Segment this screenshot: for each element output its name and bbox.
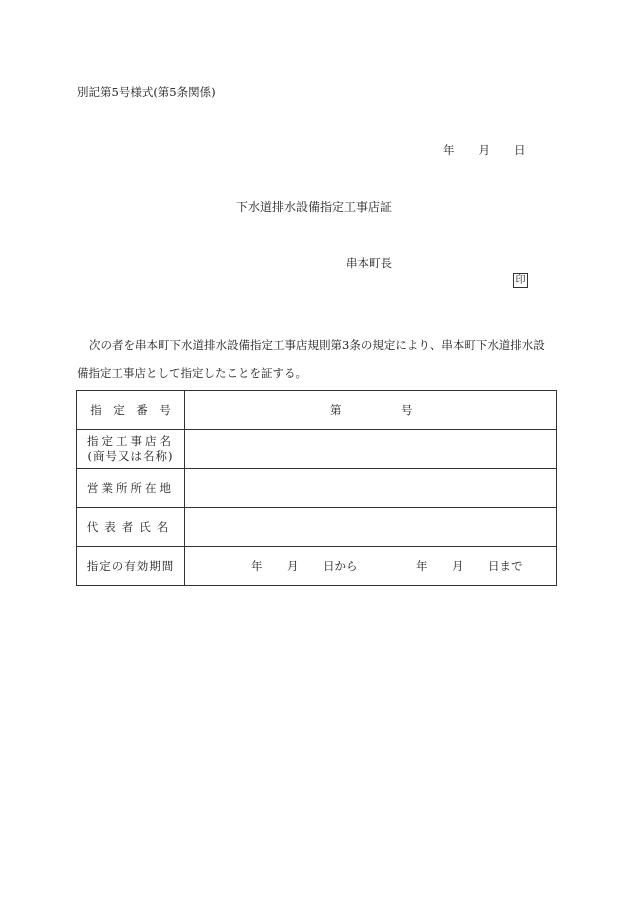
date-day: 日 [514,143,526,157]
date-year: 年 [443,143,455,157]
issue-date [443,142,526,158]
number-prefix: 第 [330,403,342,417]
number-suffix: 号 [401,403,413,417]
table-row [77,430,557,469]
table-row [77,547,557,586]
statement-line-2: 備指定工事店として指定したことを証する。 [77,366,307,380]
to-year: 年 [416,559,428,573]
table-row [77,391,557,430]
statement-line-1: 次の者を串本町下水道排水設備指定工事店規則第3条の規定により、串本町下水道排水設 [89,338,545,352]
label-representative: 代表者氏名 [77,508,185,547]
from-month: 月 [287,559,299,573]
validity-period-field [185,547,557,586]
date-month: 月 [478,143,490,157]
issuer-name: 串本町長 [346,256,392,270]
table-row [77,508,557,547]
document-title: 下水道排水設備指定工事店証 [236,200,393,214]
to-day: 日まで [488,559,523,573]
label-validity-period: 指定の有効期間 [77,547,185,586]
label-designation-number: 指 定 番 号 [77,391,185,430]
representative-field [185,508,557,547]
contractor-name-field [185,430,557,469]
label-contractor-name-line1: 指定工事店名 [87,434,174,448]
form-number: 別記第5号様式(第5条関係) [77,85,216,99]
from-year: 年 [251,559,263,573]
label-contractor-name [77,430,185,469]
label-contractor-name-line2: (商号又は名称) [87,449,174,463]
to-month: 月 [452,559,464,573]
from-day: 日から [323,559,358,573]
designation-number-field [185,391,557,430]
certificate-table [76,390,557,586]
label-office-address: 営業所所在地 [77,469,185,508]
seal-mark: 印 [513,273,528,288]
certification-statement [77,331,557,387]
office-address-field [185,469,557,508]
table-row [77,469,557,508]
